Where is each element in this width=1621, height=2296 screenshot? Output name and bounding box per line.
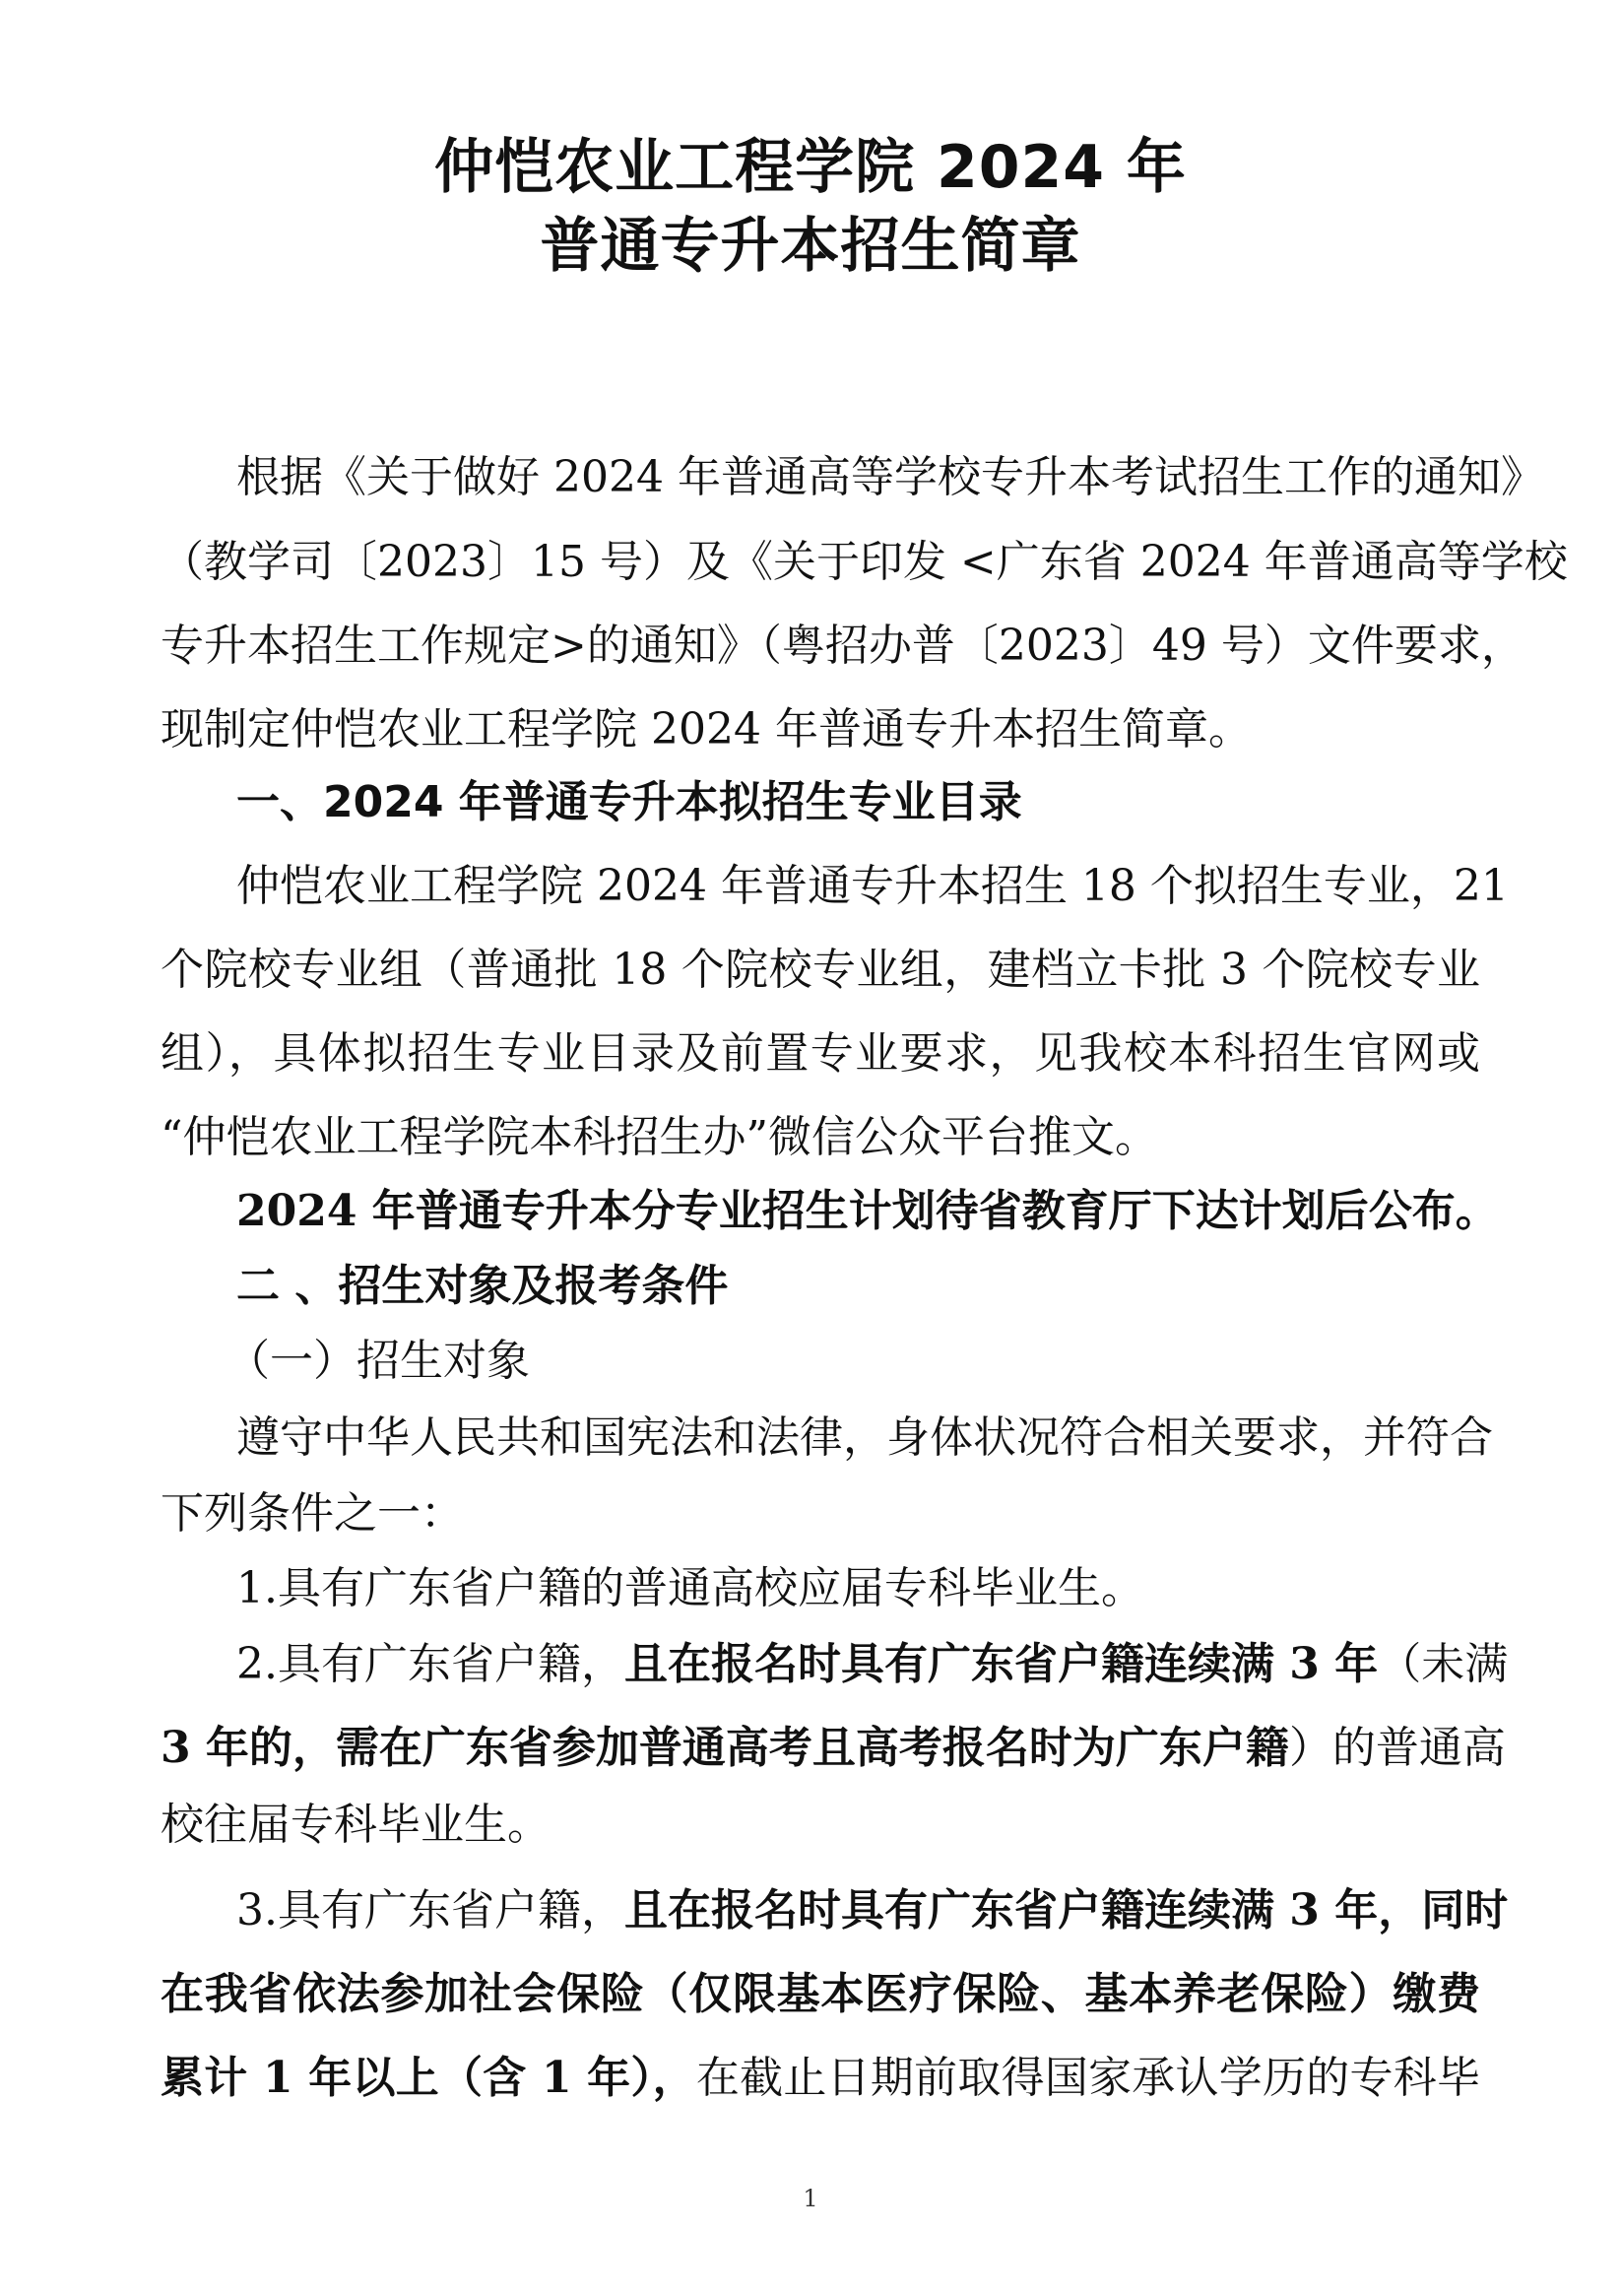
item3-tail-3: 在截止日期前取得国家承认学历的专科毕 [695, 2053, 1480, 2103]
item2-bold: 且在报名时具有广东省户籍连续满 3 年 [623, 1639, 1379, 1689]
section1-heading: 一、2024 年普通专升本拟招生专业目录 [236, 777, 1022, 827]
item2-tail: （未满 [1378, 1639, 1509, 1689]
intro-line-1: 根据《关于做好 2024 年普通高等学校专升本考试招生工作的通知》 [236, 452, 1544, 502]
item2-bold-2: 3 年的，需在广东省参加普通高考且高考报名时为广东户籍 [161, 1723, 1289, 1773]
document-title-line2: 普通专升本招生简章 [540, 212, 1081, 281]
item3-bold: 且在报名时具有广东省户籍连续满 3 年，同时 [623, 1885, 1509, 1935]
list-item-2-line-3: 校往届专科毕业生。 [161, 1800, 551, 1850]
intro-line-3: 专升本招生工作规定>的通知》（粤招办普〔2023〕49 号）文件要求， [161, 621, 1524, 671]
subsection1-line-1: 遵守中华人民共和国宪法和法律，身体状况符合相关要求，并符合 [236, 1412, 1493, 1463]
section1-line-3: 组），具体拟招生专业目录及前置专业要求，见我校本科招生官网或 [161, 1028, 1480, 1079]
list-item-3-line-3 [161, 2049, 1480, 2108]
subsection1-line-2: 下列条件之一： [161, 1488, 464, 1539]
section1-line-2: 个院校专业组（普通批 18 个院校专业组，建档立卡批 3 个院校专业 [161, 945, 1480, 995]
section2-heading: 二 、招生对象及报考条件 [236, 1261, 729, 1311]
item2-tail-2: ）的普通高 [1288, 1723, 1506, 1773]
subsection1-heading: （一）招生对象 [227, 1336, 530, 1386]
list-item-2-line-2 [161, 1719, 1506, 1778]
document-title-line1: 仲恺农业工程学院 2024 年 [434, 133, 1187, 202]
item3-text: 3.具有广东省户籍， [236, 1885, 624, 1935]
page-number: 1 [803, 2185, 818, 2212]
list-item-2-line-1 [236, 1635, 1509, 1694]
intro-line-2: （教学司〔2023〕15 号）及《关于印发 <广东省 2024 年普通高等学校 [161, 537, 1568, 587]
section1-line-4: “仲恺农业工程学院本科招生办”微信公众平台推文。 [161, 1112, 1158, 1162]
item3-bold-3: 累计 1 年以上（含 1 年）， [161, 2053, 696, 2103]
list-item-3-line-1 [236, 1881, 1509, 1940]
list-item-1: 1.具有广东省户籍的普通高校应届专科毕业生。 [236, 1563, 1144, 1613]
section1-line-1: 仲恺农业工程学院 2024 年普通专升本招生 18 个拟招生专业，21 [236, 861, 1509, 911]
section1-notice: 2024 年普通专升本分专业招生计划待省教育厅下达计划后公布。 [236, 1186, 1499, 1236]
list-item-3-line-2: 在我省依法参加社会保险（仅限基本医疗保险、基本养老保险）缴费 [161, 1969, 1480, 2019]
item2-text: 2.具有广东省户籍， [236, 1639, 624, 1689]
intro-line-4: 现制定仲恺农业工程学院 2024 年普通专升本招生简章。 [161, 704, 1252, 754]
